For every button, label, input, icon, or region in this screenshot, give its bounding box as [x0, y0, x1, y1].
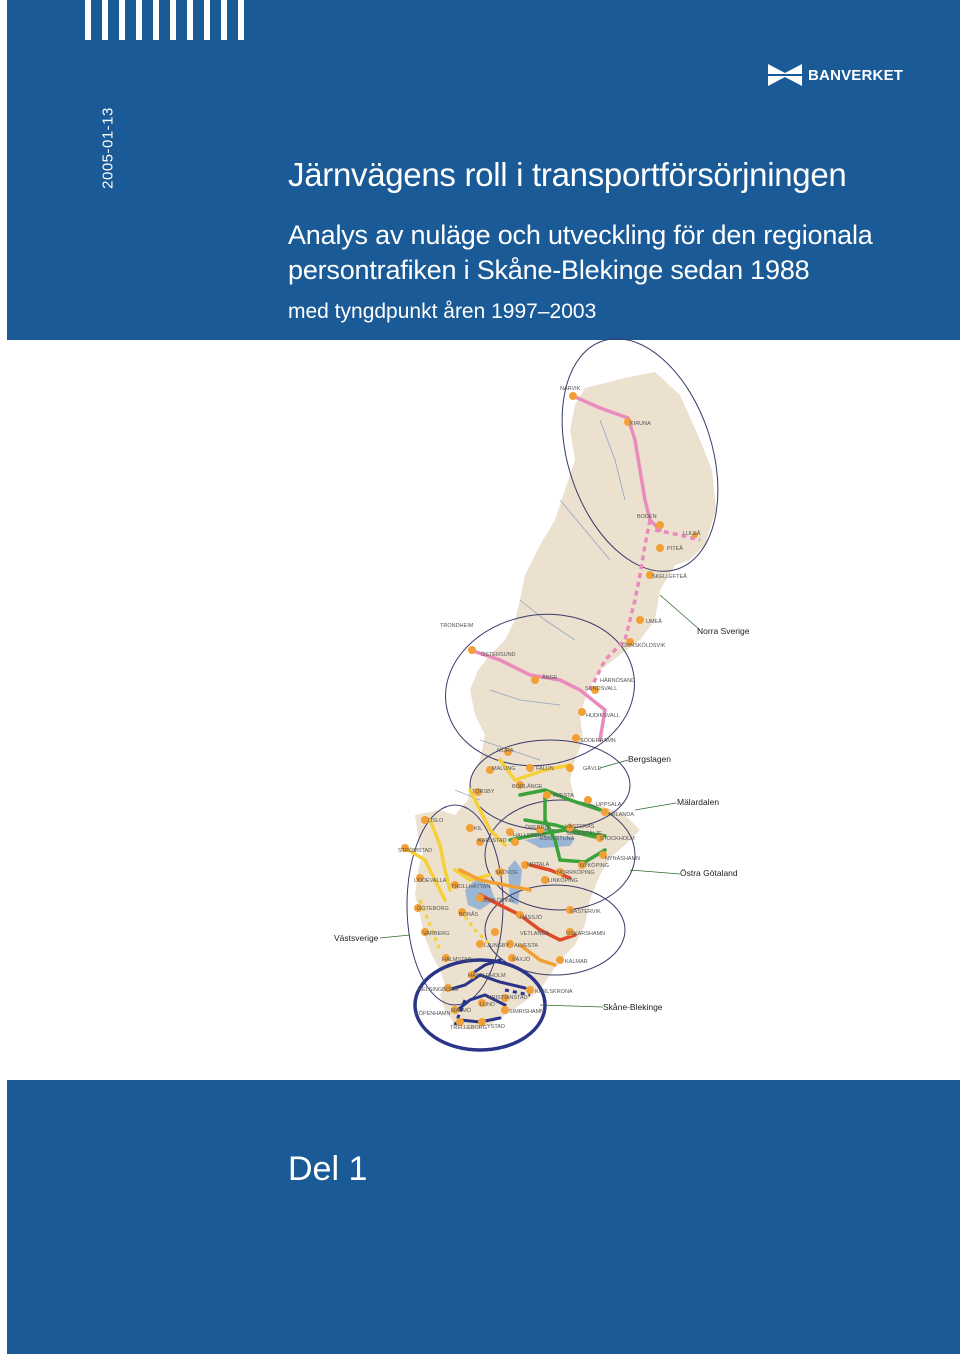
- label-nynashamn: NYNÄSHAMN: [605, 856, 641, 862]
- label-vaxjo: VÄXJÖ: [512, 957, 531, 963]
- label-eskilstuna: ESKILSTUNA: [540, 836, 575, 842]
- label-borlange: BORLÄNGE: [512, 784, 543, 790]
- label-trelleborg: TRELLEBORG: [450, 1025, 487, 1031]
- label-halmstad: HALMSTAD: [442, 957, 472, 963]
- subtitle-line-1: Analys av nuläge och utveckling för den regionala: [288, 220, 873, 250]
- label-helsingborg: HELSINGBORG: [418, 987, 459, 993]
- label-varberg: VARBERG: [423, 931, 450, 937]
- label-simrishamn: SIMRISHAMN: [509, 1009, 545, 1015]
- label-kiruna: KIRUNA: [630, 421, 651, 427]
- label-hudiksvall: HUDIKSVALL: [586, 713, 620, 719]
- label-oslo: OSLO: [428, 818, 444, 824]
- label-lund: LUND: [480, 1002, 495, 1008]
- label-narvik: NARVIK: [560, 386, 581, 392]
- subtitle-line-2: persontrafiken i Skåne-Blekinge sedan 1988: [288, 255, 810, 285]
- label-avesta: AVESTA: [553, 793, 574, 799]
- label-alvesta: ALVESTA: [514, 943, 538, 949]
- label-malmo: MALMÖ: [451, 1008, 472, 1014]
- part-label: Del 1: [288, 1150, 368, 1188]
- region-norra-sverige: Norra Sverige: [697, 626, 750, 636]
- label-ljungby: LJUNGBY: [484, 943, 510, 949]
- label-oskarshamn: OSKARSHAMN: [566, 931, 606, 937]
- label-mora: MORA: [497, 748, 514, 754]
- label-norrkoping: NORRKÖPING: [557, 870, 595, 876]
- label-umea: UMEÅ: [646, 619, 662, 625]
- label-vasteras: VÄSTERÅS: [565, 824, 595, 830]
- label-vastervik: VÄSTERVIK: [570, 909, 601, 915]
- label-soderhamn: SÖDERHAMN: [580, 738, 616, 744]
- label-falun: FALUN: [536, 766, 554, 772]
- region-malardalen: Mälardalen: [677, 797, 720, 807]
- label-boden: BODEN: [637, 514, 657, 520]
- footer-band: [7, 1080, 960, 1354]
- label-kobenhavn: KÖPENHAMN: [415, 1011, 451, 1017]
- logo-text: BANVERKET: [808, 66, 904, 84]
- label-sodertalje: SÖDERTÄLJE: [566, 831, 602, 837]
- report-title: Järnvägens roll i transportförsörjningen: [288, 156, 847, 193]
- label-skelleftea: SKELLEFTEÅ: [652, 574, 687, 580]
- label-nassjo: NÄSSJÖ: [520, 915, 543, 921]
- label-ornskoldsvik: ÖRNSKÖLDSVIK: [622, 643, 666, 649]
- report-focus: med tyngdpunkt åren 1997–2003: [288, 300, 597, 323]
- label-hallsberg: HALLSBERG: [513, 833, 547, 839]
- label-motala: MOTALA: [527, 862, 550, 868]
- label-kalmar: KALMAR: [565, 959, 588, 965]
- label-orebro: ÖREBRO: [525, 825, 549, 831]
- label-ange: ÅNGE: [542, 675, 558, 681]
- label-ystad: YSTAD: [487, 1024, 505, 1030]
- label-karlskrona: KARLSKRONA: [535, 989, 573, 995]
- label-malung: MALUNG: [492, 766, 516, 772]
- label-hassleholm: HÄSSLEHOLM: [468, 973, 506, 979]
- label-trondheim: TRONDHEIM: [440, 623, 474, 629]
- label-skovde: SKÖVDE: [495, 870, 518, 876]
- label-kil: KIL: [474, 826, 483, 832]
- label-uppsala: UPPSALA: [596, 802, 622, 808]
- label-vetlanda: VETLANDA: [520, 931, 550, 937]
- label-nykoping: NYKÖPING: [580, 863, 610, 869]
- label-boras: BORÅS: [459, 912, 479, 918]
- label-jonkoping: JÖNKÖPING: [482, 898, 515, 904]
- label-kristianstad: KRISTIANSTAD: [488, 995, 528, 1001]
- label-linkoping: LINKÖPING: [548, 878, 578, 884]
- label-goteborg: GÖTEBORG: [417, 906, 449, 912]
- label-stromstad: STRÖMSTAD: [398, 848, 433, 854]
- label-harnosand: HÄRNÖSAND: [600, 678, 636, 684]
- label-pitea: PITEÅ: [667, 546, 683, 552]
- report-date: 2005-01-13: [99, 107, 117, 189]
- label-ostersund: ÖSTERSUND: [481, 652, 516, 658]
- label-torsby: TORSBY: [472, 789, 495, 795]
- label-gavle: GÄVLE: [583, 766, 602, 772]
- label-lulea: LULEÅ: [683, 531, 701, 537]
- region-skane-blekinge: Skåne-Blekinge: [603, 1002, 663, 1012]
- region-vastsverige: Västsverige: [334, 933, 379, 943]
- label-karlstad: KARLSTAD: [478, 838, 507, 844]
- region-bergslagen: Bergslagen: [628, 754, 672, 764]
- label-stockholm: STOCKHOLM: [600, 836, 635, 842]
- label-trollhattan: TROLLHÄTTAN: [451, 884, 491, 890]
- label-uddevalla: UDDEVALLA: [414, 878, 447, 884]
- label-sundsvall: SUNDSVALL: [585, 686, 618, 692]
- region-ostra-gotaland: Östra Götaland: [680, 868, 738, 878]
- label-arlanda: ARLANDA: [608, 812, 634, 818]
